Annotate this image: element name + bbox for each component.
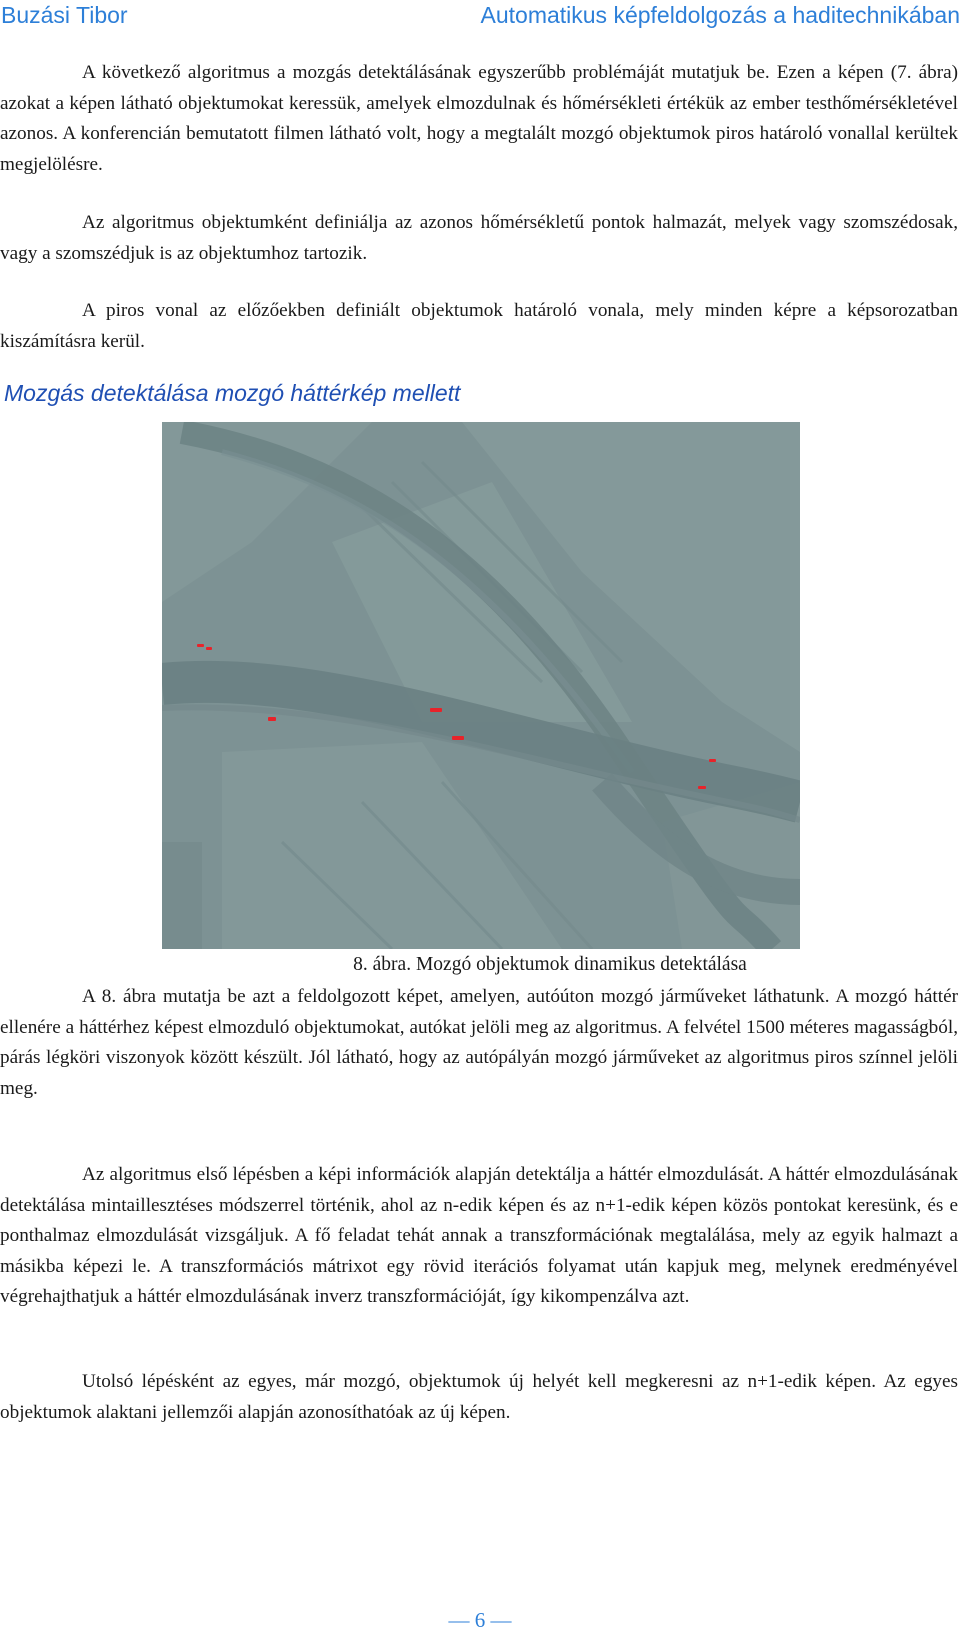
aerial-image [162,422,800,949]
figure-caption-text: 8. ábra. Mozgó objektumok dinamikus detektálása [353,954,747,975]
vehicle-marker [698,786,706,789]
paragraph-final-step: Utolsó lépésként az egyes, már mozgó, objektumok új helyét kell megkeresni az n+1-edik képen. Az egyes objektumok alaktani jellemzői alapján azonosíthatóak az új képen. [0,1371,958,1423]
vehicle-marker [268,717,276,721]
paragraph-red-line: A piros vonal az előzőekben definiált objektumok határoló vonala, mely minden képre a képsorozatban kiszámításra kerül. [0,300,958,352]
paragraph-object-definition: Az algoritmus objektumként definiálja az azonos hőmérsékletű pontok halmazát, melyek vagy szomszédosak, vagy a szomszédjuk is az objektumhoz tartozik. [0,212,958,264]
page-number: — 6 — [448,1608,512,1632]
section-title: Mozgás detektálása mozgó háttérkép mellett [4,380,461,406]
page-header [0,0,960,34]
vehicle-marker [709,759,716,762]
paragraph-algorithm-steps: Az algoritmus első lépésben a képi információk alapján detektálja a háttér elmozdulását. A háttér elmozdulásának detektálása mintaillesztéses módszerrel történik, ahol az n-edik képen és az n+1-edik képen közös pontokat keresünk, és e ponthalmaz elmozdulását vizsgáljuk. A fő feladat tehát annak a transzformációnak megtalálása, mely az egyik halmazt a másikba képezi le. A transzformációs mátrixot egy rövid iterációs folyamat után kapjuk meg, melynek eredményével végrehajthatjuk a háttér elmozdulásának inverz transzformációját, így kikompenzálva azt. [0,1164,958,1307]
header-author: Buzási Tibor [1,2,128,28]
paragraph-intro: A következő algoritmus a mozgás detektálásának egyszerűbb problémáját mutatjuk be. Ezen a képen (7. ábra) azokat a képen látható objektumokat keressük, amelyek elmozdulnak és hőmérsékleti értékük az ember testhőmérsékletével azonos. A konferencián bemutatott filmen látható volt, hogy a megtalált mozgó objektumok piros határoló vonallal kerültek megjelölésre. [0,62,958,175]
figure-aerial-image [162,422,800,949]
paragraph-figure-description: A 8. ábra mutatja be azt a feldolgozott képet, amelyen, autóúton mozgó járműveket láthatunk. A mozgó háttér ellenére a háttérhez képest elmozduló objektumokat, autókat jelöli meg az algoritmus. A felvétel 1500 méteres magasságból, párás légköri viszonyok között készült. Jól látható, hogy az autópályán mozgó járműveket az algoritmus piros színnel jelöli meg. [0,986,958,1099]
header-title: Automatikus képfeldolgozás a haditechnikában [480,2,960,28]
figure-caption [0,954,960,976]
vehicle-marker [452,736,464,740]
vehicle-marker [430,708,442,712]
vehicle-marker [197,644,204,647]
vehicle-marker [206,647,212,650]
